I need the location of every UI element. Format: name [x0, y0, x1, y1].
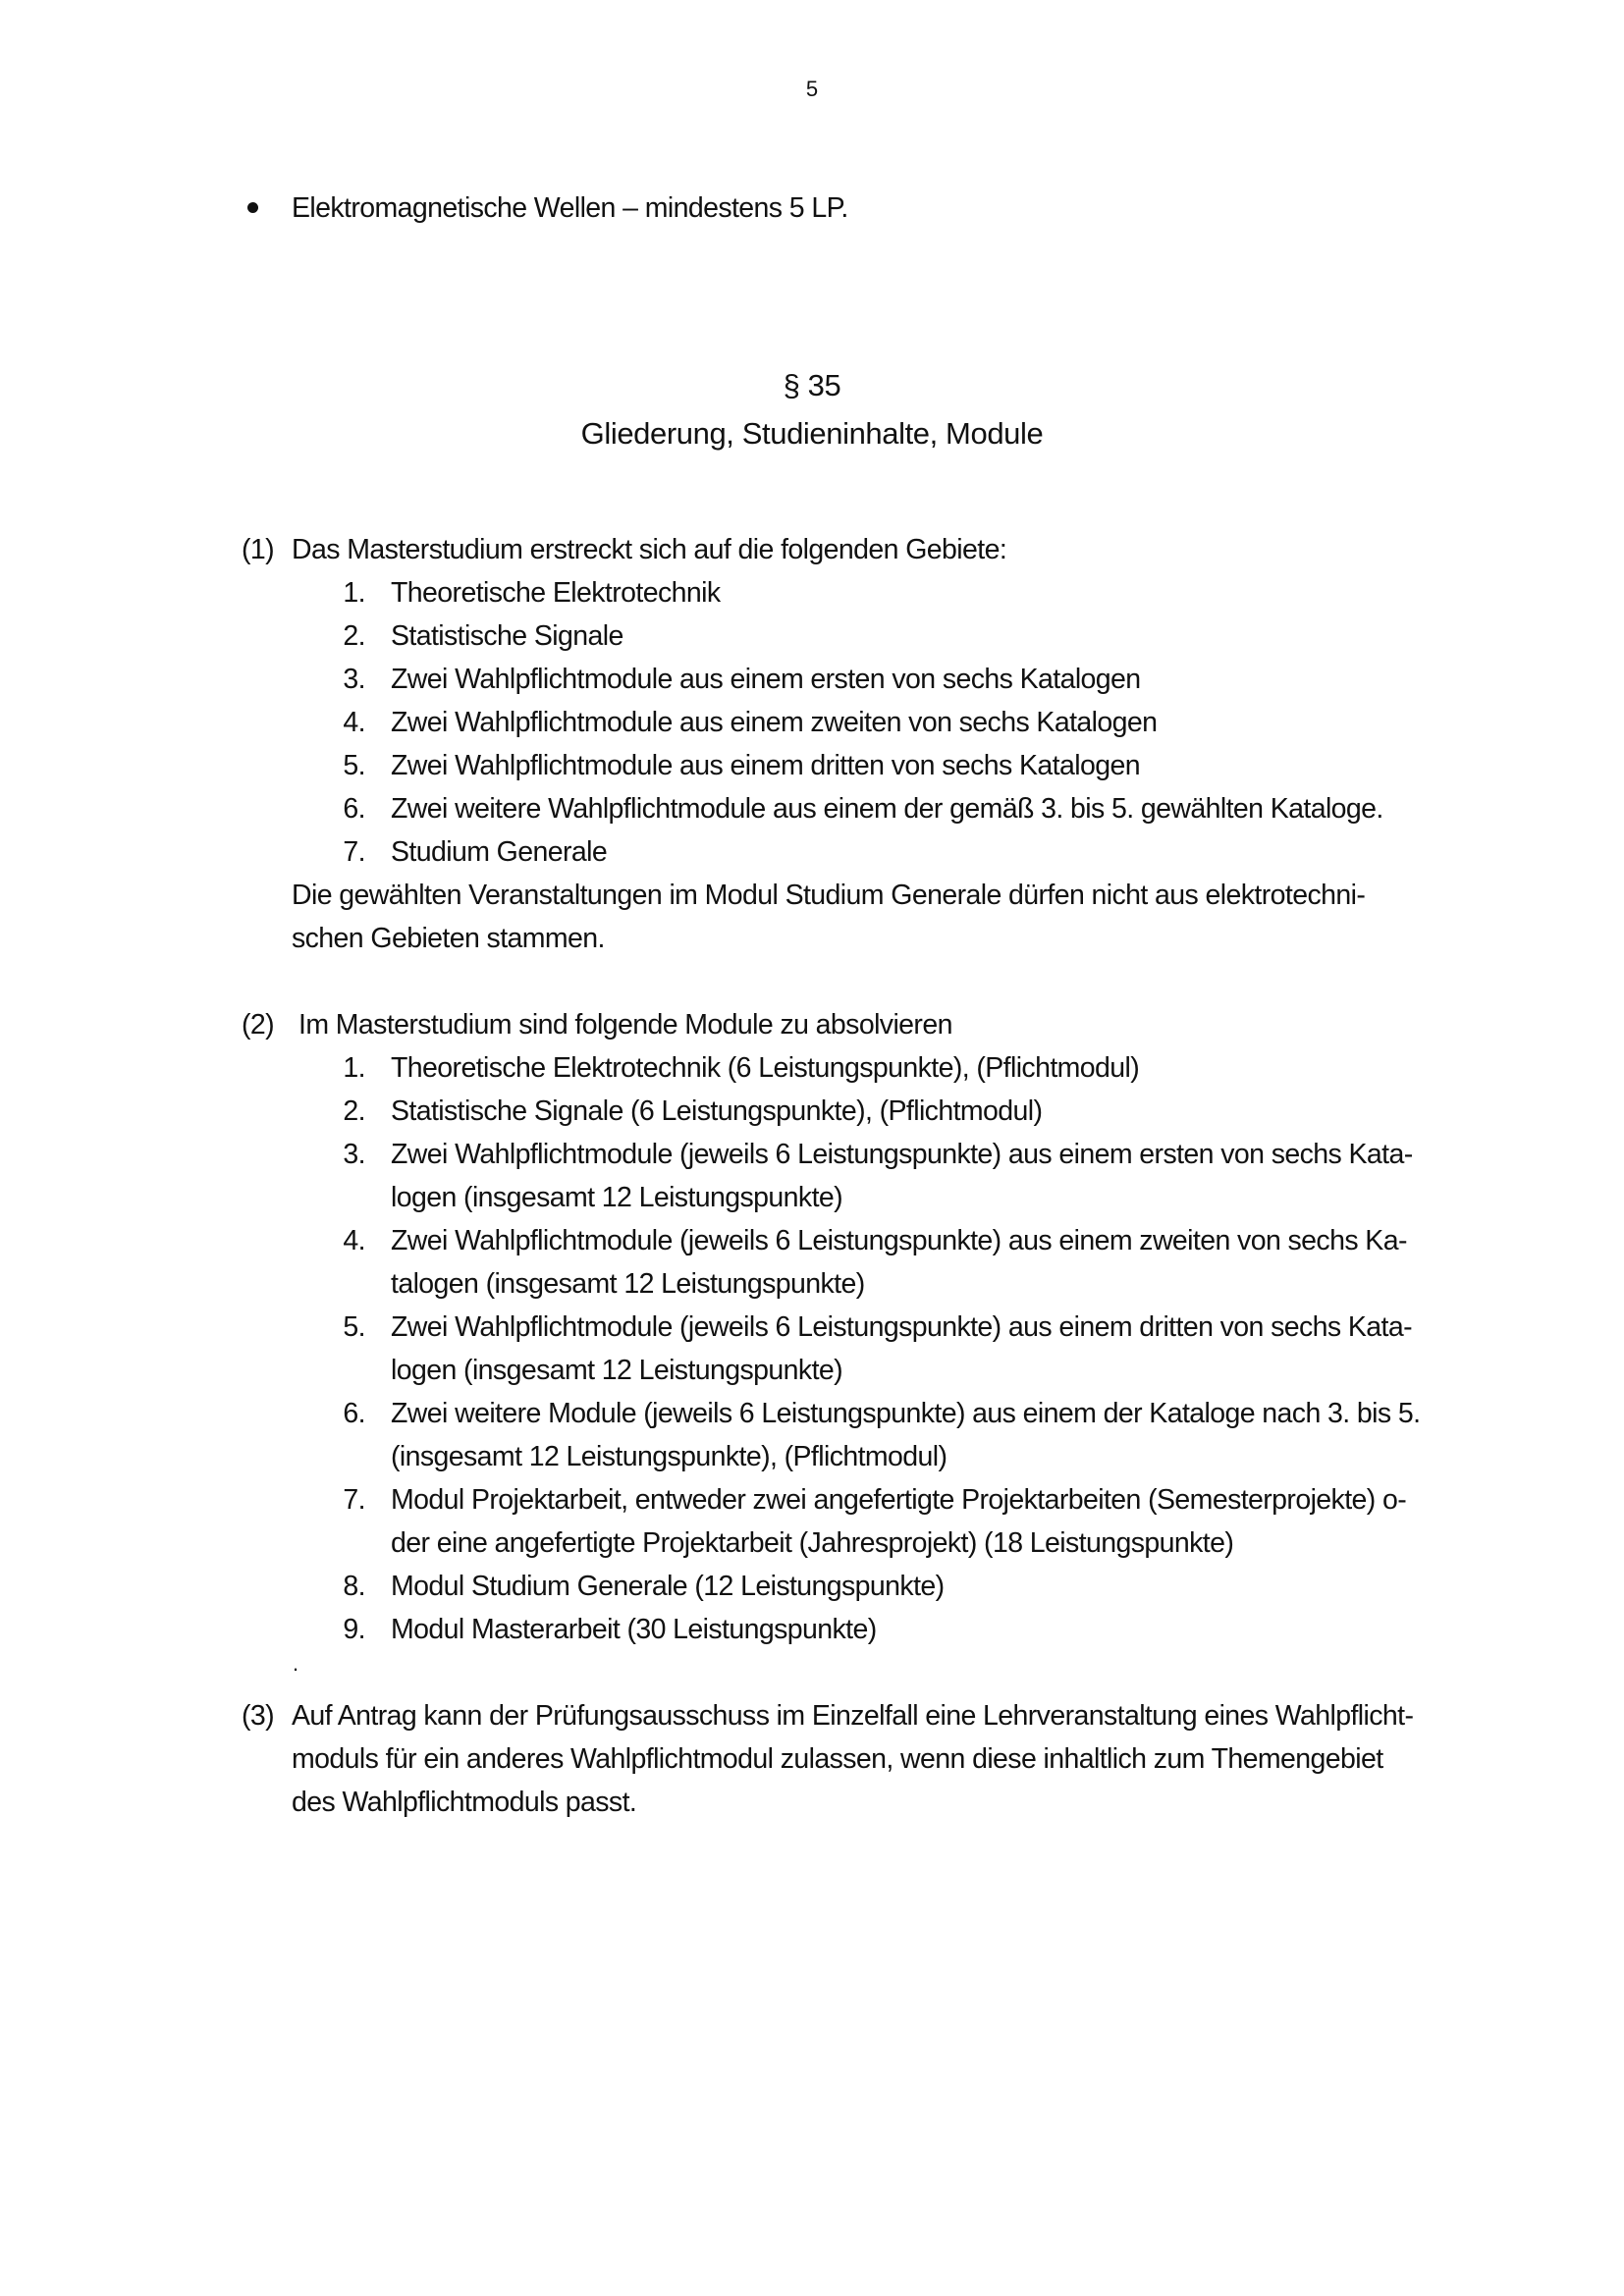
para2-item-text: Zwei weitere Module (jeweils 6 Leistungspunkte) aus einem der Kataloge nach 3. bis 5.: [391, 1398, 1421, 1429]
para2-item-number: 1.: [343, 1052, 365, 1084]
para1-item-number: 3.: [343, 664, 365, 695]
para2-item-number: 2.: [343, 1095, 365, 1127]
para1-label: (1): [242, 534, 275, 565]
para1-item-number: 6.: [343, 793, 365, 825]
para2-item-text: Zwei Wahlpflichtmodule (jeweils 6 Leistungspunkte) aus einem ersten von sechs Kata-: [391, 1139, 1413, 1170]
para1-item-text: Statistische Signale: [391, 620, 623, 652]
para1-item-number: 2.: [343, 620, 365, 652]
para1-item-number: 1.: [343, 577, 365, 609]
para1-note-line: Die gewählten Veranstaltungen im Modul Studium Generale dürfen nicht aus elektrotechni-: [292, 880, 1366, 911]
para1-item-number: 5.: [343, 750, 365, 781]
para3-label: (3): [242, 1700, 275, 1732]
para1-item-number: 4.: [343, 707, 365, 738]
para2-item-text: Modul Masterarbeit (30 Leistungspunkte): [391, 1614, 877, 1645]
para2-item-text-continued: (insgesamt 12 Leistungspunkte), (Pflichtmodul): [391, 1441, 947, 1472]
para2-item-text-continued: logen (insgesamt 12 Leistungspunkte): [391, 1182, 843, 1213]
para3-line: moduls für ein anderes Wahlpflichtmodul zulassen, wenn diese inhaltlich zum Themengebiet: [292, 1743, 1383, 1775]
para2-intro: Im Masterstudium sind folgende Module zu absolvieren: [298, 1009, 952, 1041]
para1-item-text: Zwei Wahlpflichtmodule aus einem dritten von sechs Katalogen: [391, 750, 1140, 781]
para2-label: (2): [242, 1009, 275, 1041]
para1-item-text: Zwei Wahlpflichtmodule aus einem ersten von sechs Katalogen: [391, 664, 1141, 695]
para1-item-text: Zwei Wahlpflichtmodule aus einem zweiten von sechs Katalogen: [391, 707, 1158, 738]
para1-note-line: schen Gebieten stammen.: [292, 923, 605, 954]
section-title: Gliederung, Studieninhalte, Module: [580, 416, 1044, 451]
para2-item-number: 9.: [343, 1614, 365, 1645]
para1-intro: Das Masterstudium erstreckt sich auf die folgenden Gebiete:: [292, 534, 1007, 565]
para3-line: Auf Antrag kann der Prüfungsausschuss im Einzelfall eine Lehrveranstaltung eines Wahlpflicht-: [292, 1700, 1414, 1732]
bullet-item-text: Elektromagnetische Wellen – mindestens 5 LP.: [292, 192, 848, 224]
para2-item-number: 6.: [343, 1398, 365, 1429]
para2-item-text: Modul Studium Generale (12 Leistungspunkte): [391, 1571, 945, 1602]
para2-item-number: 7.: [343, 1484, 365, 1516]
para2-item-text-continued: talogen (insgesamt 12 Leistungspunkte): [391, 1268, 865, 1300]
para2-item-text-continued: logen (insgesamt 12 Leistungspunkte): [391, 1355, 843, 1386]
section-number: § 35: [783, 368, 841, 402]
para1-item-number: 7.: [343, 836, 365, 868]
para2-item-text: Statistische Signale (6 Leistungspunkte), (Pflichtmodul): [391, 1095, 1043, 1127]
page-number: 5: [805, 77, 819, 101]
para2-item-text: Zwei Wahlpflichtmodule (jeweils 6 Leistungspunkte) aus einem zweiten von sechs Ka-: [391, 1225, 1407, 1256]
para3-line: des Wahlpflichtmoduls passt.: [292, 1787, 637, 1818]
para2-item-text: Zwei Wahlpflichtmodule (jeweils 6 Leistungspunkte) aus einem dritten von sechs Kata-: [391, 1311, 1412, 1343]
para2-item-text-continued: der eine angefertigte Projektarbeit (Jahresprojekt) (18 Leistungspunkte): [391, 1527, 1234, 1559]
bullet-dot-icon: [247, 202, 258, 213]
para2-item-number: 4.: [343, 1225, 365, 1256]
para1-item-text: Studium Generale: [391, 836, 608, 868]
para2-item-number: 8.: [343, 1571, 365, 1602]
para1-item-text: Theoretische Elektrotechnik: [391, 577, 721, 609]
para1-item-text: Zwei weitere Wahlpflichtmodule aus einem der gemäß 3. bis 5. gewählten Kataloge.: [391, 793, 1383, 825]
trailing-dot: .: [293, 1651, 299, 1676]
para2-item-text: Modul Projektarbeit, entweder zwei angefertigte Projektarbeiten (Semesterprojekte) o-: [391, 1484, 1407, 1516]
para2-item-text: Theoretische Elektrotechnik (6 Leistungspunkte), (Pflichtmodul): [391, 1052, 1140, 1084]
para2-item-number: 3.: [343, 1139, 365, 1170]
para2-item-number: 5.: [343, 1311, 365, 1343]
